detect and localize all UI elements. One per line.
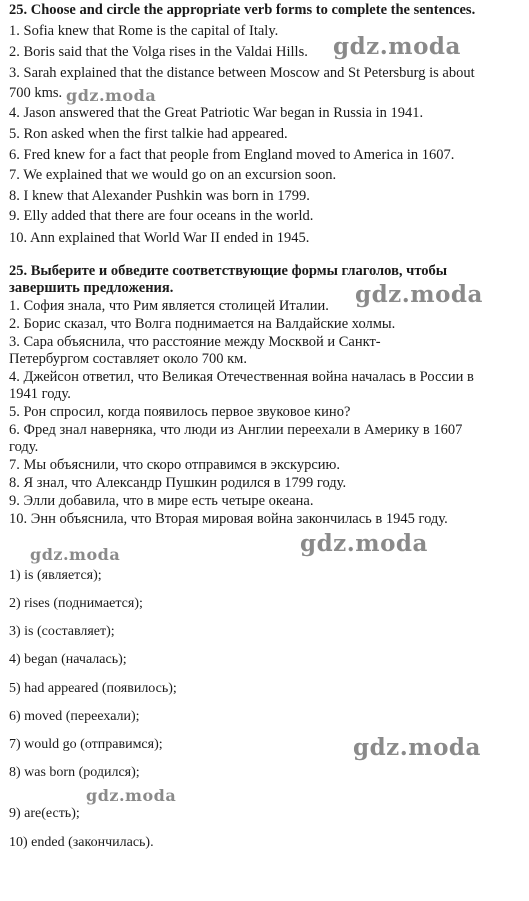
russian-item-6-cont: году.	[9, 439, 39, 455]
russian-item-1: 1. София знала, что Рим является столицей Италии.	[9, 298, 329, 314]
russian-item-2: 2. Борис сказал, что Волга поднимается на Валдайские холмы.	[9, 316, 396, 332]
russian-item-5: 5. Рон спросил, когда появилось первое звуковое кино?	[9, 404, 351, 420]
russian-item-4: 4. Джейсон ответил, что Великая Отечественная война началась в России в	[9, 369, 474, 385]
russian-heading-line-1: 25. Выберите и обведите соответствующие формы глаголов, чтобы	[9, 263, 448, 279]
answer-9: 9) are(есть);	[9, 806, 80, 821]
watermark: gdz.moda	[300, 530, 428, 557]
watermark: gdz.moda	[333, 33, 461, 60]
answer-2: 2) rises (поднимается);	[9, 596, 143, 611]
russian-item-7: 7. Мы объяснили, что скоро отправимся в экскурсию.	[9, 457, 340, 473]
answer-10: 10) ended (закончилась).	[9, 835, 154, 850]
english-heading: 25. Choose and circle the appropriate verb forms to complete the sentences.	[9, 2, 476, 18]
english-item-2: 2. Boris said that the Volga rises in the Valdai Hills.	[9, 44, 308, 60]
english-item-3-cont: 700 kms.	[9, 85, 63, 101]
answer-7: 7) would go (отправимся);	[9, 737, 163, 752]
russian-item-8: 8. Я знал, что Александр Пушкин родился в 1799 году.	[9, 475, 347, 491]
watermark: gdz.moda	[355, 281, 483, 308]
english-item-4: 4. Jason answered that the Great Patriotic War began in Russia in 1941.	[9, 105, 424, 121]
russian-heading-line-2: завершить предложения.	[9, 280, 174, 296]
answer-6: 6) moved (переехали);	[9, 709, 140, 724]
answer-8: 8) was born (родился);	[9, 765, 140, 780]
english-item-5: 5. Ron asked when the first talkie had appeared.	[9, 126, 288, 142]
english-item-8: 8. I knew that Alexander Pushkin was born in 1799.	[9, 188, 310, 204]
russian-item-3-cont: Петербургом составляет около 700 км.	[9, 351, 247, 367]
english-item-3: 3. Sarah explained that the distance between Moscow and St Petersburg is about	[9, 65, 475, 81]
answer-3: 3) is (составляет);	[9, 624, 115, 639]
answer-1: 1) is (является);	[9, 568, 102, 583]
watermark: gdz.moda	[86, 786, 177, 805]
english-item-1: 1. Sofia knew that Rome is the capital of Italy.	[9, 23, 279, 39]
watermark: gdz.moda	[353, 734, 481, 761]
russian-item-6: 6. Фред знал наверняка, что люди из Англии переехали в Америку в 1607	[9, 422, 463, 438]
english-item-7: 7. We explained that we would go on an excursion soon.	[9, 167, 337, 183]
russian-item-3: 3. Сара объяснила, что расстояние между Москвой и Санкт-	[9, 334, 381, 350]
russian-item-9: 9. Элли добавила, что в мире есть четыре океана.	[9, 493, 314, 509]
english-item-9: 9. Elly added that there are four oceans in the world.	[9, 208, 314, 224]
russian-item-10: 10. Энн объяснила, что Вторая мировая война закончилась в 1945 году.	[9, 511, 448, 527]
english-item-6: 6. Fred knew for a fact that people from England moved to America in 1607.	[9, 147, 455, 163]
answer-4: 4) began (началась);	[9, 652, 127, 667]
answer-5: 5) had appeared (появилось);	[9, 681, 177, 696]
watermark: gdz.moda	[66, 86, 157, 105]
english-item-10: 10. Ann explained that World War II ended in 1945.	[9, 230, 310, 246]
watermark: gdz.moda	[30, 545, 121, 564]
russian-item-4-cont: 1941 году.	[9, 386, 71, 402]
